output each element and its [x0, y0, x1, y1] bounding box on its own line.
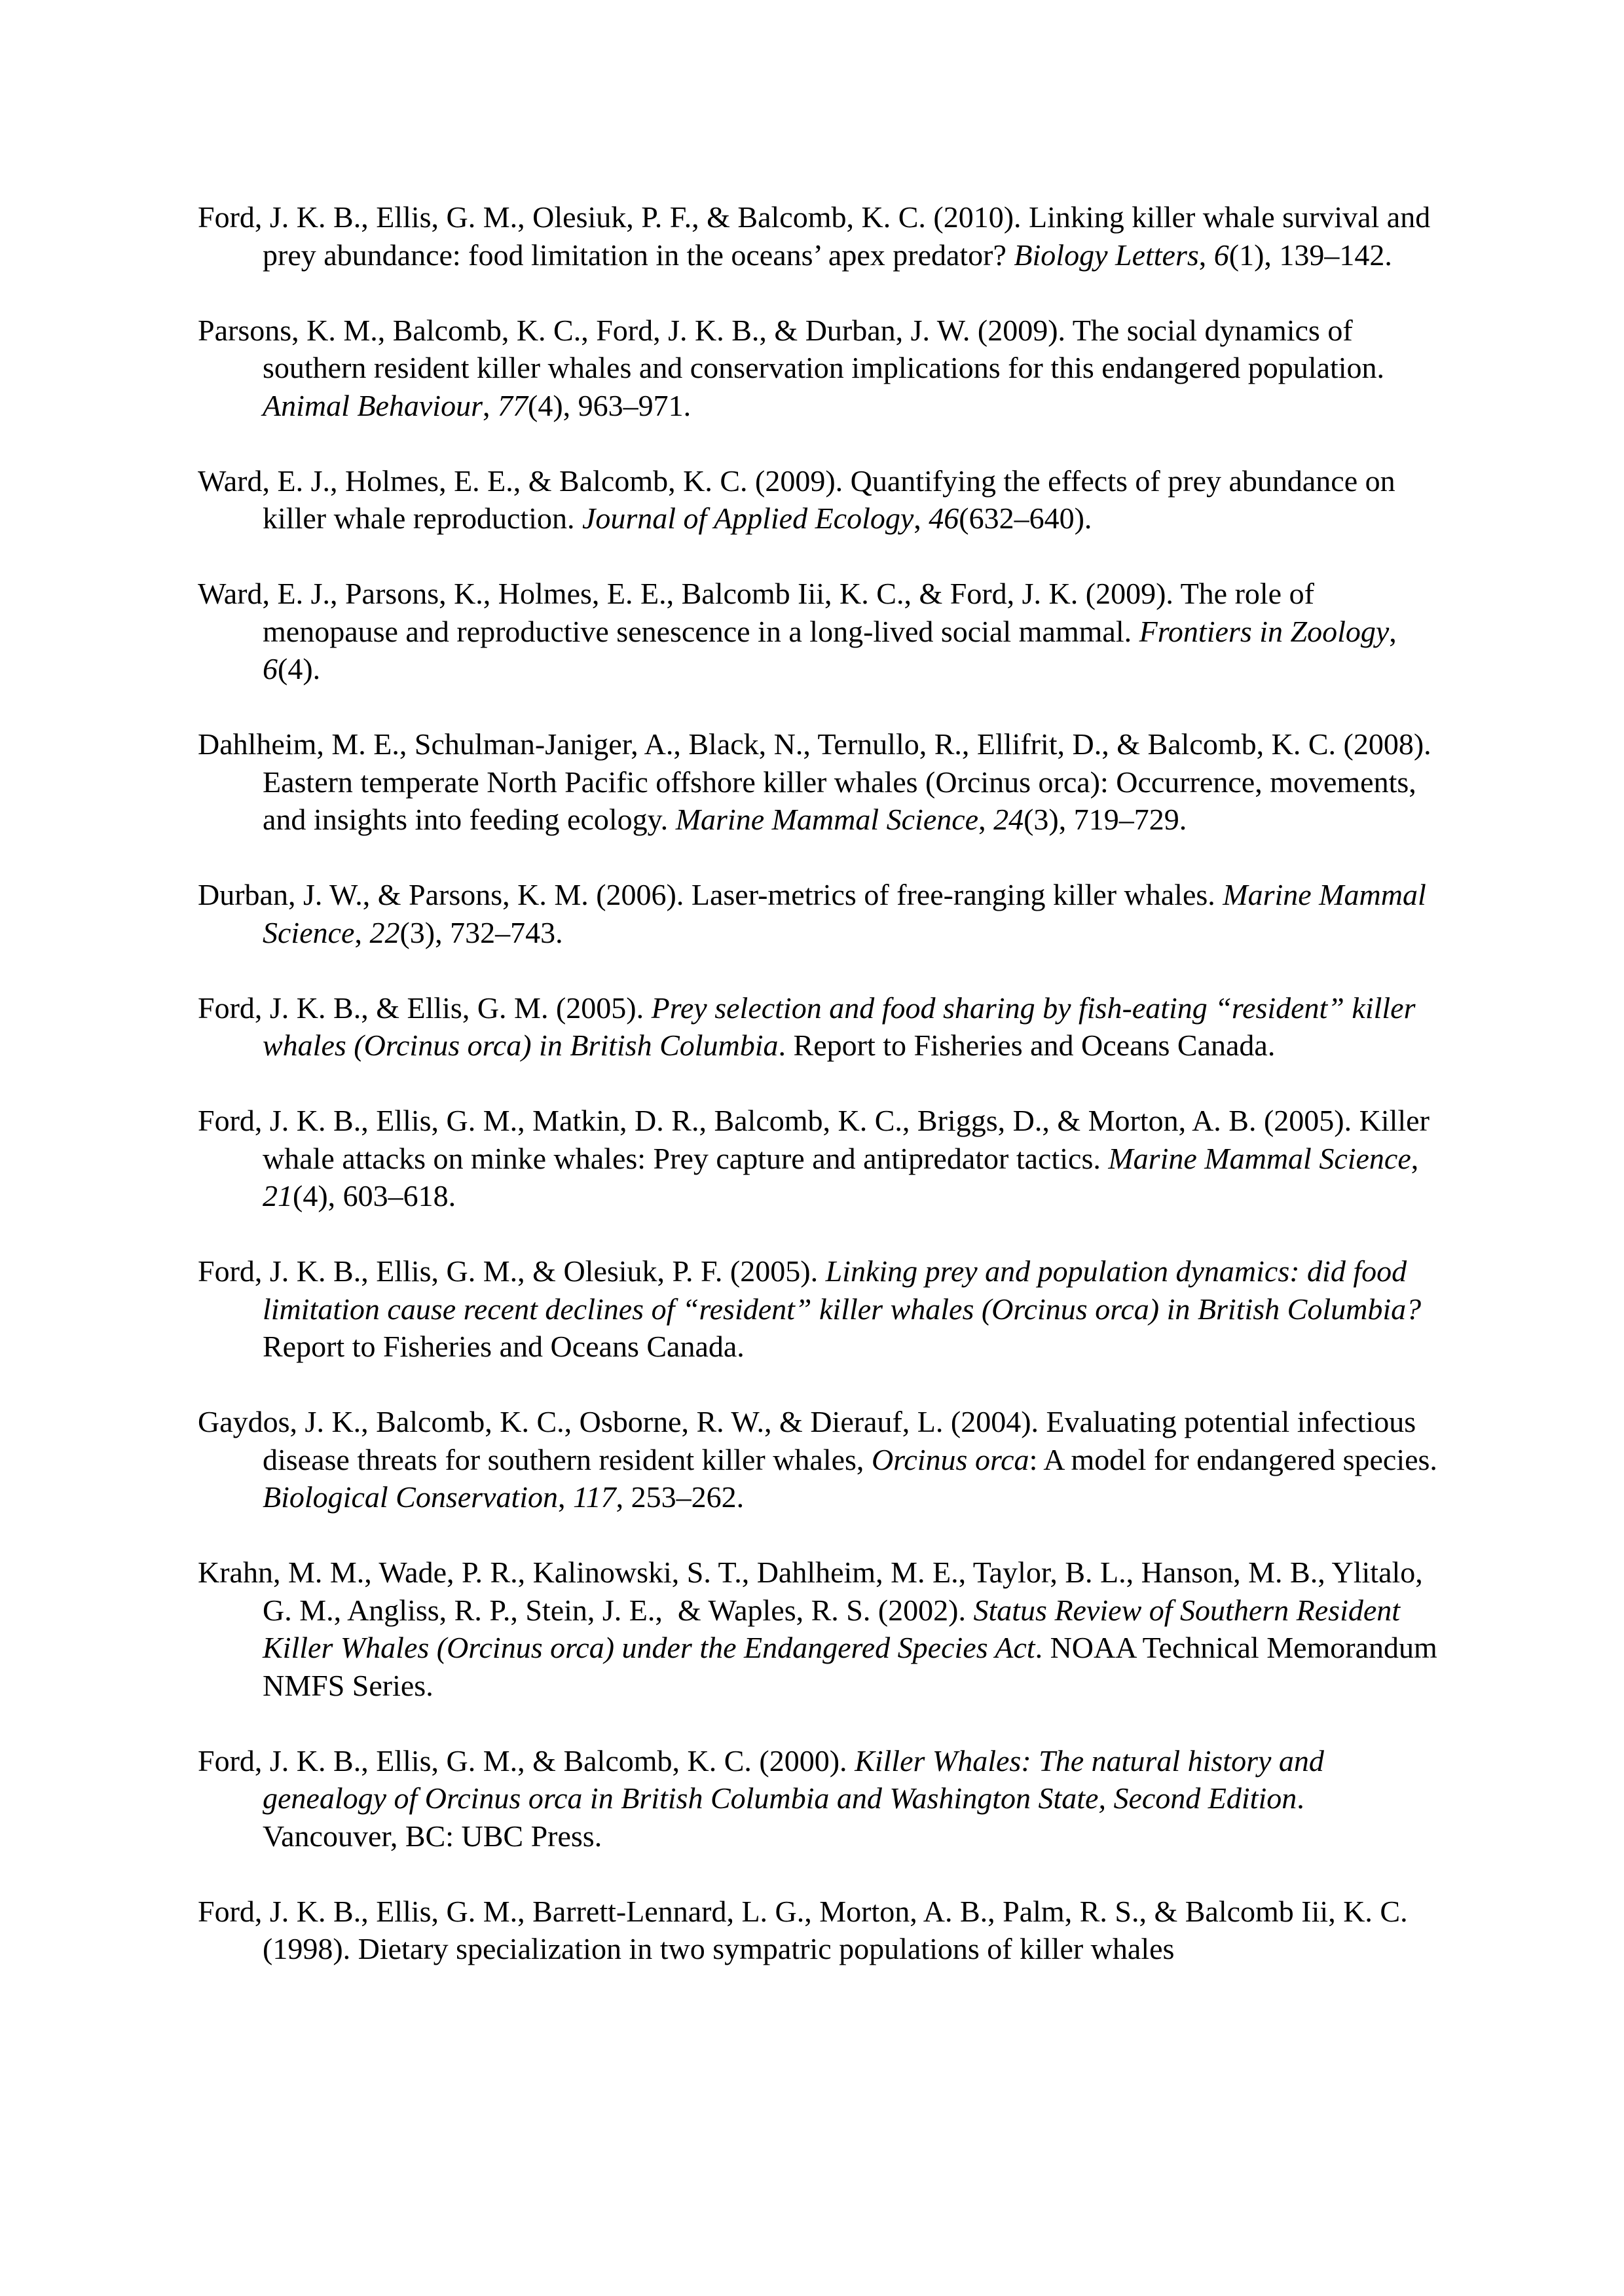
reference-text: ,	[913, 501, 929, 535]
reference-entry	[198, 876, 1442, 951]
reference-text: ,	[1198, 238, 1214, 272]
reference-entry	[198, 989, 1442, 1065]
reference-text: ,	[354, 915, 370, 949]
reference-text: Ford, J. K. B., Ellis, G. M., Barrett-Lennard, L. G., Morton, A. B., Palm, R. S., & Balcomb Iii, K. C. (1998). Dietary specialization in two sympatric populations of killer whales	[198, 1894, 1416, 1965]
reference-text: (4), 963–971.	[528, 388, 692, 422]
reference-text: Parsons, K. M., Balcomb, K. C., Ford, J. K. B., & Durban, J. W. (2009). The social dynamics of southern resident killer whales and conservation implications for this endangered population.	[198, 313, 1392, 384]
reference-entry	[198, 1893, 1442, 1968]
reference-text: Ford, J. K. B., Ellis, G. M., Matkin, D. R., Balcomb, K. C., Briggs, D., & Morton, A. B. (2005). Killer whale attacks on minke whales: Prey capture and antipredator tactics.	[198, 1104, 1437, 1175]
reference-entry	[198, 575, 1442, 688]
reference-text: (3), 719–729.	[1024, 803, 1187, 836]
reference-italic-text: Linking prey and population dynamics: did food limitation cause recent declines of “resident” killer whales (Orcinus orca) in British Columbia?	[263, 1254, 1422, 1326]
reference-text: Ford, J. K. B., & Ellis, G. M. (2005).	[198, 991, 652, 1025]
reference-text: (3), 732–743.	[399, 915, 563, 949]
reference-text: ,	[483, 388, 498, 422]
reference-list	[198, 198, 1445, 1968]
reference-italic-text: Killer Whales: The natural history and genealogy of Orcinus orca in British Columbia and Washington State, Second Edition	[263, 1743, 1324, 1815]
reference-entry	[198, 1403, 1445, 1516]
reference-text: ,	[978, 803, 994, 836]
reference-text: Ward, E. J., Parsons, K., Holmes, E. E., Balcomb Iii, K. C., & Ford, J. K. (2009). The role of menopause and reproductive senescence in a long-lived social mammal.	[198, 577, 1322, 648]
reference-text: (4), 603–618.	[293, 1179, 456, 1212]
reference-entry	[198, 312, 1442, 425]
reference-text: . Report to Fisheries and Oceans Canada.	[778, 1029, 1276, 1062]
reference-italic-text: Status Review of Southern Resident Killer Whales (Orcinus orca) under the Endangered Species Act	[263, 1593, 1401, 1664]
reference-text: ,	[558, 1480, 574, 1514]
reference-italic-text: Marine Mammal Science	[263, 878, 1426, 949]
reference-text: Ford, J. K. B., Ellis, G. M., & Olesiuk, P. F. (2005).	[198, 1254, 826, 1288]
reference-italic-text: Orcinus orca	[871, 1442, 1029, 1476]
reference-text: . NOAA Technical Memorandum NMFS Series.	[263, 1631, 1445, 1702]
reference-entry	[198, 1554, 1445, 1704]
reference-italic-text: 6	[263, 652, 278, 685]
reference-text: Ford, J. K. B., Ellis, G. M., Olesiuk, P. F., & Balcomb, K. C. (2010). Linking killer whale survival and prey abundance: food limitation in the oceans’ apex predator?	[198, 200, 1438, 272]
reference-text: Durban, J. W., & Parsons, K. M. (2006). Laser-metrics of free-ranging killer whales.	[198, 878, 1223, 911]
reference-italic-text: 21	[263, 1179, 293, 1212]
reference-text: : A model for endangered species.	[1029, 1442, 1445, 1476]
reference-entry	[198, 198, 1442, 274]
reference-italic-text: Frontiers in Zoology	[1139, 614, 1390, 648]
reference-italic-text: Biology Letters	[1014, 238, 1199, 272]
reference-text: Dahlheim, M. E., Schulman-Janiger, A., Black, N., Ternullo, R., Ellifrit, D., & Balcomb, K. C. (2008). Eastern temperate North Pacific offshore killer whales (Orcinus orca): Occurrence, movements, and insights into feeding ecology.	[198, 727, 1439, 836]
reference-italic-text: 6	[1213, 238, 1229, 272]
reference-italic-text: Marine Mammal Science	[1108, 1141, 1411, 1175]
reference-italic-text: 22	[369, 915, 400, 949]
reference-italic-text: Prey selection and food sharing by fish-eating “resident” killer whales (Orcinus orca) in British Columbia	[263, 991, 1416, 1062]
reference-text: Krahn, M. M., Wade, P. R., Kalinowski, S. T., Dahlheim, M. E., Taylor, B. L., Hanson, M. B., Ylitalo, G. M., Angliss, R. P., Stein, J. E., & Waples, R. S. (2002).	[198, 1556, 1431, 1627]
reference-entry	[198, 725, 1442, 839]
reference-entry	[198, 1102, 1442, 1215]
reference-text: ,	[1411, 1141, 1426, 1175]
reference-text: (4).	[278, 652, 321, 685]
reference-entry	[198, 1252, 1442, 1366]
reference-text: Gaydos, J. K., Balcomb, K. C., Osborne, R. W., & Dierauf, L. (2004). Evaluating potential infectious disease threats for southern resident killer whales,	[198, 1405, 1424, 1476]
reference-text: (632–640).	[959, 501, 1092, 535]
reference-italic-text: Animal Behaviour	[263, 388, 483, 422]
reference-entry	[198, 1742, 1442, 1855]
reference-text: ,	[1389, 614, 1405, 648]
reference-text: Ford, J. K. B., Ellis, G. M., & Balcomb, K. C. (2000).	[198, 1743, 855, 1777]
reference-italic-text: 24	[993, 803, 1024, 836]
reference-text: Report to Fisheries and Oceans Canada.	[263, 1292, 1429, 1363]
reference-italic-text: Biological Conservation	[263, 1480, 559, 1514]
reference-text: Ward, E. J., Holmes, E. E., & Balcomb, K. C. (2009). Quantifying the effects of prey abundance on killer whale reproduction.	[198, 464, 1403, 535]
reference-italic-text: 77	[498, 388, 528, 422]
reference-italic-text: 46	[929, 501, 959, 535]
reference-text: , 253–262.	[616, 1480, 745, 1514]
reference-italic-text: 117	[573, 1480, 616, 1514]
reference-text: . Vancouver, BC: UBC Press.	[263, 1781, 1312, 1853]
reference-italic-text: Journal of Applied Ecology	[581, 501, 914, 535]
reference-entry	[198, 462, 1442, 538]
reference-italic-text: Marine Mammal Science	[675, 803, 979, 836]
reference-text: (1), 139–142.	[1228, 238, 1392, 272]
